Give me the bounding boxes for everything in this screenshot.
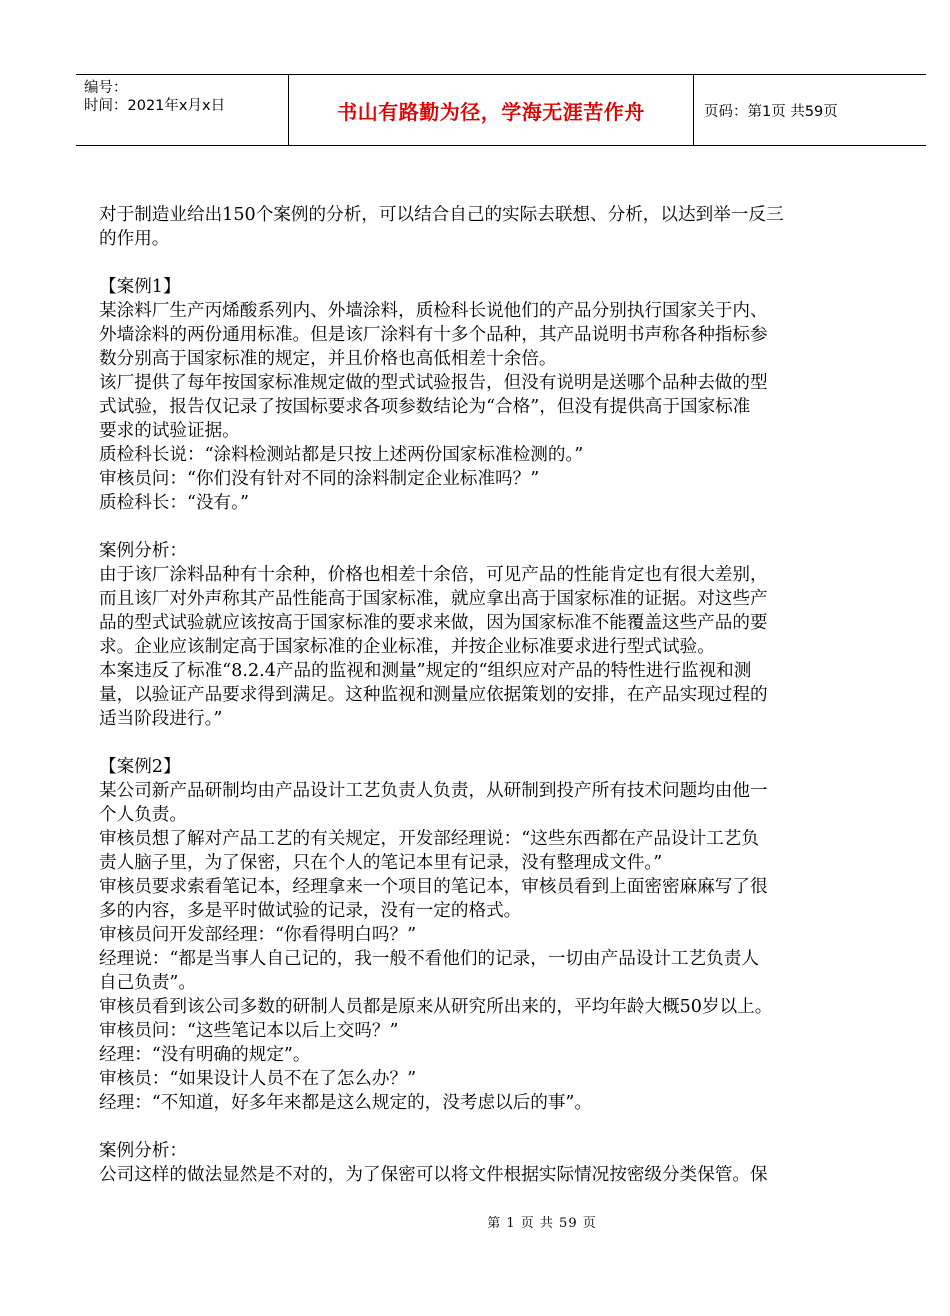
body-line: 由于该厂涂料品种有十余种，价格也相差十余倍，可见产品的性能肯定也有很大差别， <box>99 565 768 585</box>
body-line: 对于制造业给出150个案例的分析，可以结合自己的实际去联想、分析，以达到举一反三 <box>99 205 784 225</box>
body-line: 审核员想了解对产品工艺的有关规定，开发部经理说：“这些东西都在产品设计工艺负 <box>99 829 759 849</box>
blank-line <box>99 251 889 275</box>
blank-line <box>99 1115 889 1139</box>
body-line: 量，以验证产品要求得到满足。这种监视和测量应依据策划的安排，在产品实现过程的 <box>99 685 768 705</box>
body-line: 审核员问：“你们没有针对不同的涂料制定企业标准吗？” <box>99 469 540 489</box>
body-line: 要求的试验证据。 <box>99 421 240 441</box>
header-meta-cell <box>76 75 289 145</box>
body-line: 公司这样的做法显然是不对的，为了保密可以将文件根据实际情况按密级分类保管。保 <box>99 1165 768 1185</box>
body-line: 的作用。 <box>99 229 170 249</box>
body-line: 外墙涂料的两份通用标准。但是该厂涂料有十多个品种，其产品说明书声称各种指标参 <box>99 325 768 345</box>
header-page-info: 页码：第1页 共59页 <box>704 103 838 120</box>
body-line: 经理：“不知道，好多年来都是这么规定的，没考虑以后的事”。 <box>99 1093 593 1113</box>
blank-line <box>99 515 889 539</box>
body-line: 某涂料厂生产丙烯酸系列内、外墙涂料，质检科长说他们的产品分别执行国家关于内、 <box>99 301 768 321</box>
body-line: 求。企业应该制定高于国家标准的企业标准，并按企业标准要求进行型式试验。 <box>99 637 715 657</box>
page-footer: 第 1 页 共 59 页 <box>487 1216 597 1231</box>
body-line: 审核员问：“这些笔记本以后上交吗？” <box>99 1021 399 1041</box>
body-line: 式试验，报告仅记录了按国标要求各项参数结论为“合格”，但没有提供高于国家标准 <box>99 397 751 417</box>
body-line: 【案例1】 <box>99 277 181 297</box>
body-line: 某公司新产品研制均由产品设计工艺负责人负责，从研制到投产所有技术问题均由他一 <box>99 781 768 801</box>
body-line: 案例分析： <box>99 1141 187 1161</box>
body-line: 适当阶段进行。” <box>99 709 223 729</box>
body-line: 自己负责”。 <box>99 973 196 993</box>
document-date: 时间：2021年x月x日 <box>84 98 226 114</box>
body-line: 而且该厂对外声称其产品性能高于国家标准，就应拿出高于国家标准的证据。对这些产 <box>99 589 768 609</box>
body-line: 案例分析： <box>99 541 187 561</box>
body-line: 审核员要求索看笔记本，经理拿来一个项目的笔记本，审核员看到上面密密麻麻写了很 <box>99 877 768 897</box>
body-line: 【案例2】 <box>99 757 181 777</box>
body-line: 个人负责。 <box>99 805 187 825</box>
body-line: 数分别高于国家标准的规定，并且价格也高低相差十余倍。 <box>99 349 557 369</box>
document-number-label: 编号： <box>84 80 128 96</box>
header-motto: 书山有路勤为径，学海无涯苦作舟 <box>289 75 694 145</box>
body-line: 质检科长：“没有。” <box>99 493 249 513</box>
document-header <box>76 74 926 146</box>
body-line: 该厂提供了每年按国家标准规定做的型式试验报告，但没有说明是送哪个品种去做的型 <box>99 373 768 393</box>
body-line: 经理说：“都是当事人自己记的，我一般不看他们的记录，一切由产品设计工艺负责人 <box>99 949 759 969</box>
body-line: 经理：“没有明确的规定”。 <box>99 1045 311 1065</box>
body-line: 责人脑子里，为了保密，只在个人的笔记本里有记录，没有整理成文件。” <box>99 853 663 873</box>
body-line: 审核员看到该公司多数的研制人员都是原来从研究所出来的，平均年龄大概50岁以上。 <box>99 997 773 1017</box>
body-line: 质检科长说：“涂料检测站都是只按上述两份国家标准检测的。” <box>99 445 584 465</box>
body-line: 审核员问开发部经理：“你看得明白吗？” <box>99 925 417 945</box>
body-line: 多的内容，多是平时做试验的记录，没有一定的格式。 <box>99 901 522 921</box>
body-line: 品的型式试验就应该按高于国家标准的要求来做，因为国家标准不能覆盖这些产品的要 <box>99 613 768 633</box>
document-body <box>99 203 889 1187</box>
body-line: 本案违反了标准“8.2.4产品的监视和测量”规定的“组织应对产品的特性进行监视和测 <box>99 661 752 681</box>
blank-line <box>99 731 889 755</box>
body-line: 审核员：“如果设计人员不在了怎么办？” <box>99 1069 417 1089</box>
